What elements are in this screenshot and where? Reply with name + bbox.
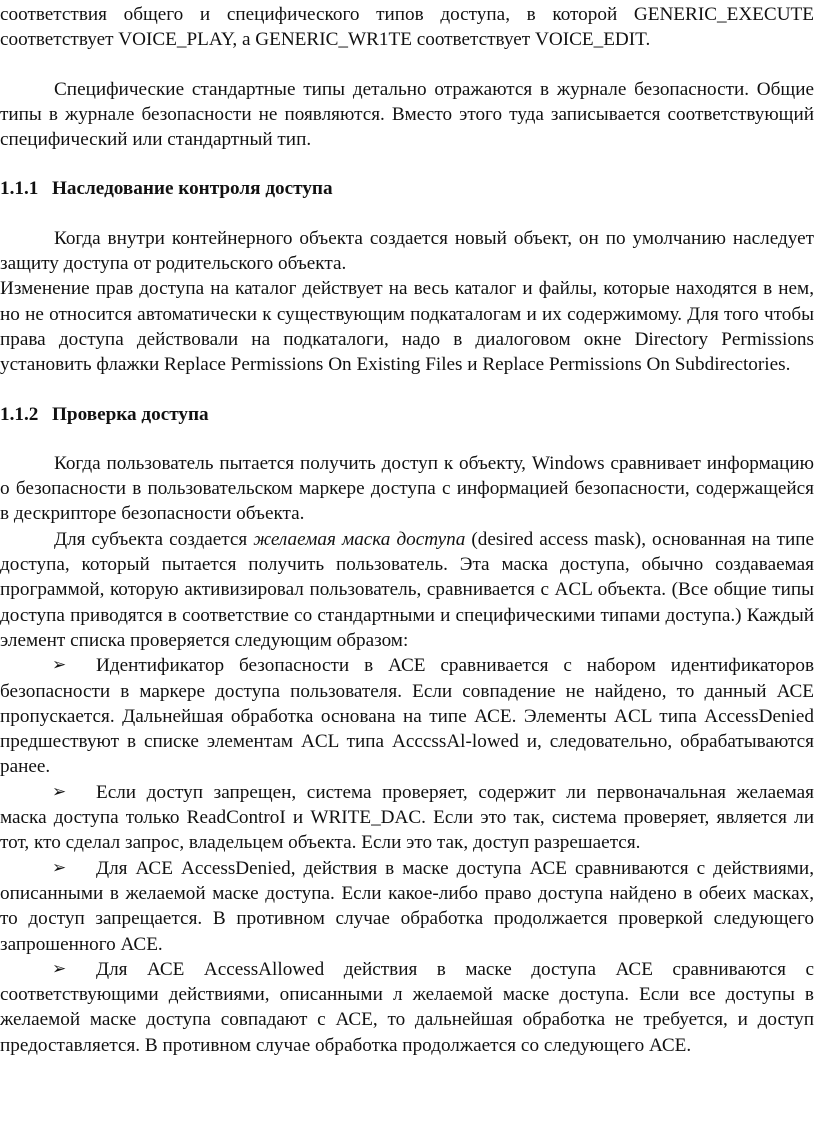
- list-item: [0, 856, 814, 957]
- list-item-text: Если доступ запрещен, система проверяет, содержит ли первоначальная желаемая маска доступа только ReadControI и WRITE_DAC. Если это так, система проверяет, является ли тот, кто сделал запрос, владельцем объекта. Если это так, доступ разрешается.: [0, 781, 814, 854]
- section-heading-1-1-1: [0, 176, 814, 201]
- arrow-bullet-icon: ➢: [52, 655, 67, 676]
- intro-paragraph-2: Специфические стандартные типы детально отражаются в журнале безопасности. Общие типы в журнале безопасности не появляются. Вместо этого туда записывается соответствующий специфический или стандартный тип.: [0, 78, 814, 151]
- paragraph-text-start: Для субъекта создается: [54, 528, 254, 550]
- arrow-bullet-icon: ➢: [52, 958, 67, 979]
- arrow-bullet-icon: ➢: [52, 781, 67, 802]
- list-item: [0, 780, 814, 856]
- section-number: 1.1.2: [0, 403, 39, 425]
- section-1-1-1-paragraph-1: Когда внутри контейнерного объекта создается новый объект, он по умолчанию наследует защиту доступа от родительского объекта.: [0, 227, 814, 275]
- italic-term: желаемая маска доступа: [253, 528, 466, 550]
- section-title: Наследование контроля доступа: [52, 178, 333, 200]
- arrow-bullet-icon: ➢: [52, 857, 67, 878]
- list-item-text: Идентификатор безопасности в АСЕ сравнивается с набором идентификаторов безопасности в маркере доступа пользователя. Если совпадение не найдено, то данный АСЕ пропускается. Дальнейшая обработка основана на типе АСЕ. Элементы ACL типа AccessDenied предшествуют в списке элементам ACL типа AcccssAl-lowed и, следовательно, обрабатываются ранее.: [0, 655, 814, 778]
- list-item: [0, 653, 814, 779]
- list-item-text: Для АСЕ AccessAllowed действия в маске доступа АСЕ сравниваются с соответствующими действиями, описанными л желаемой маске доступа. Если все доступы в желаемой маске доступа совпадают с АСЕ, то дальнейшая обработка не требуется, и доступ предоставляется. В противном случае обработка продолжается со следующего АСЕ.: [0, 958, 814, 1056]
- section-1-1-1-paragraph-2: Изменение прав доступа на каталог действует на весь каталог и файлы, которые находятся в нем, но не относится автоматически к существующим подкаталогам и их содержимому. Для того чтобы права доступа действовали на подкаталоги, надо в диалоговом окне Directory Permissions установить флажки Replace Permissions On Existing Files и Replace Permissions On Subdirectories.: [0, 278, 814, 376]
- section-heading-1-1-2: [0, 402, 814, 427]
- section-number: 1.1.1: [0, 178, 39, 200]
- section-1-1-2-paragraph-1: Когда пользователь пытается получить доступ к объекту, Windows сравнивает информацию о безопасности в пользовательском маркере доступа с информацией безопасности, содержащейся в дескрипторе безопасности объекта.: [0, 452, 814, 525]
- list-item: [0, 957, 814, 1058]
- section-title: Проверка доступа: [52, 403, 209, 425]
- document-page: [0, 2, 814, 1058]
- list-item-text: Для АСЕ AccessDenied, действия в маске доступа АСЕ сравниваются с действиями, описанными в желаемой маске доступа. Если какое-либо право доступа найдено в обеих масках, то доступ запрещается. В противном случае обработка продолжается проверкой следующего запрошенного АСЕ.: [0, 857, 814, 955]
- paragraph-text-end: (desired access mask), основанная на типе доступа, который пытается получить пользователь. Эта маска доступа, обычно создаваемая программой, которую активизировал пользователь, сравнивается с ACL объекта. (Все общие типы доступа приводятся в соответствие со стандартными и специфическими типами доступа.) Каждый элемент списка проверяется следующим образом:: [0, 528, 815, 651]
- intro-paragraph-1: соответствия общего и специфического типов доступа, в которой GENERIC_EXECUTE соответствует VOICE_PLAY, а GENERIC_WR1TE соответствует VOICE_EDIT.: [0, 4, 814, 51]
- section-1-1-2-paragraph-2: [0, 527, 814, 653]
